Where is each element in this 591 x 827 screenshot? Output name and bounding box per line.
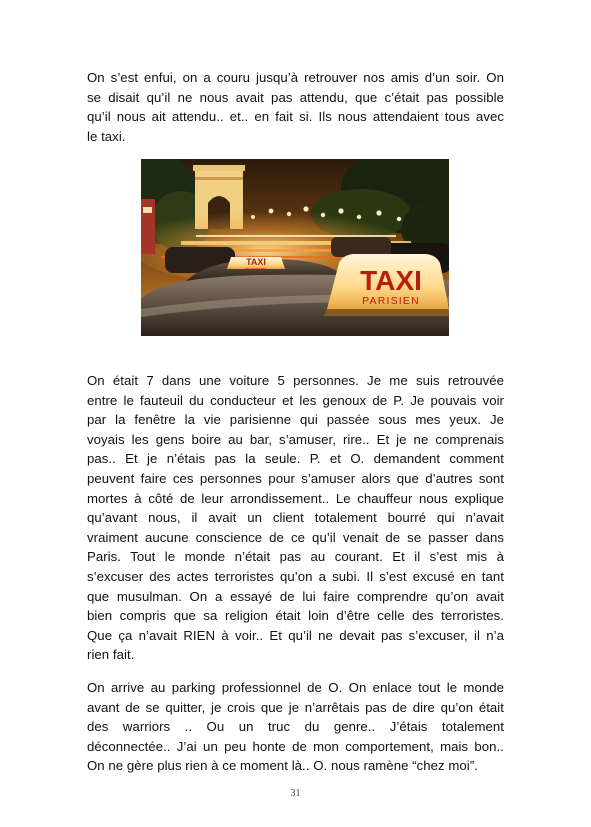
taxi-photo — [141, 159, 449, 336]
paragraph-line: peuvent faire ces personnes pour s’amuser alors que d’autres sont — [87, 470, 504, 486]
taxi-photo-illustration — [141, 159, 449, 336]
paragraph-line: vraiment aucune conscience de ce qu’il venait de se passer dans — [87, 529, 504, 545]
taxi-sign-small-line1: TAXI — [246, 257, 266, 267]
paragraph-line: par la fenêtre la vie parisienne qui passée sous mes yeux. Je — [87, 412, 504, 428]
paragraph-line: On arrive au parking professionnel de O. On enlace tout le monde — [87, 680, 504, 695]
paragraph-3 — [87, 678, 504, 776]
paragraph-line: déconnectée.. J’ai un peu honte de mon comportement, mais bon.. — [87, 738, 504, 754]
paragraph-line: On ne gère plus rien à ce moment là.. O. nous ramène “chez moi”. — [87, 758, 478, 774]
paragraph-1 — [87, 68, 504, 146]
paragraph-line: Que ça n’avait RIEN à voir.. Et qu’il ne devait pas s’excuser, il n’a — [87, 627, 504, 643]
paragraph-line: pas.. Et je n’étais pas la seule. P. et O. demandent comment — [87, 451, 504, 467]
paragraph-line: bien compris que sa religion était loin d’être celle des terroristes. — [87, 608, 504, 624]
taxi-sign-large-line1: TAXI — [360, 265, 422, 296]
paragraph-line: rien fait. — [87, 647, 135, 663]
paragraph-line: des warriors .. Ou un truc du genre.. J’étais totalement — [87, 719, 504, 735]
paragraph-line: qu’il nous ait attendu.. et.. en fait si. Ils nous attendaient tous avec — [87, 109, 504, 125]
page-number: 31 — [290, 788, 301, 799]
paragraph-line: qu’avant nous, il avait un client totalement bourré qui n’avait — [87, 510, 504, 526]
paragraph-line: se disait qu’il ne nous avait pas attendu, que c’était pas possible — [87, 89, 504, 105]
taxi-sign-large — [324, 254, 449, 316]
paragraph-line: le taxi. — [87, 128, 126, 144]
paragraph-line: On s’est enfui, on a couru jusqu’à retrouver nos amis d’un soir. On — [87, 70, 504, 85]
paragraph-2 — [87, 371, 504, 665]
paragraph-line: Paris. Tout le monde n’était pas au courant. Et il s’est mis à — [87, 549, 504, 565]
paragraph-line: s’excuser des actes terroristes qu’on a subi. Il s’est excusé en tant — [87, 568, 504, 584]
paragraph-line: voyais les gens boire au bar, s’amuser, rire.. Et je ne comprenais — [87, 431, 504, 447]
paragraph-line: que musulman. On a essayé de lui faire comprendre qu’on avait — [87, 588, 504, 604]
paragraph-line: On était 7 dans une voiture 5 personnes. Je me suis retrouvée — [87, 373, 504, 388]
paragraph-line: avant de se quitter, je crois que je n’arrêtais pas de dire qu’on était — [87, 699, 504, 715]
paragraph-line: mortes à côté de leur arrondissement.. Le chauffeur nous explique — [87, 490, 504, 506]
paragraph-line: entre le fauteuil du conducteur et les genoux de P. Je pouvais voir — [87, 392, 504, 408]
taxi-sign-large-line2: PARISIEN — [362, 295, 420, 307]
taxi-sign-small-line2: PARISIEN — [245, 267, 267, 272]
